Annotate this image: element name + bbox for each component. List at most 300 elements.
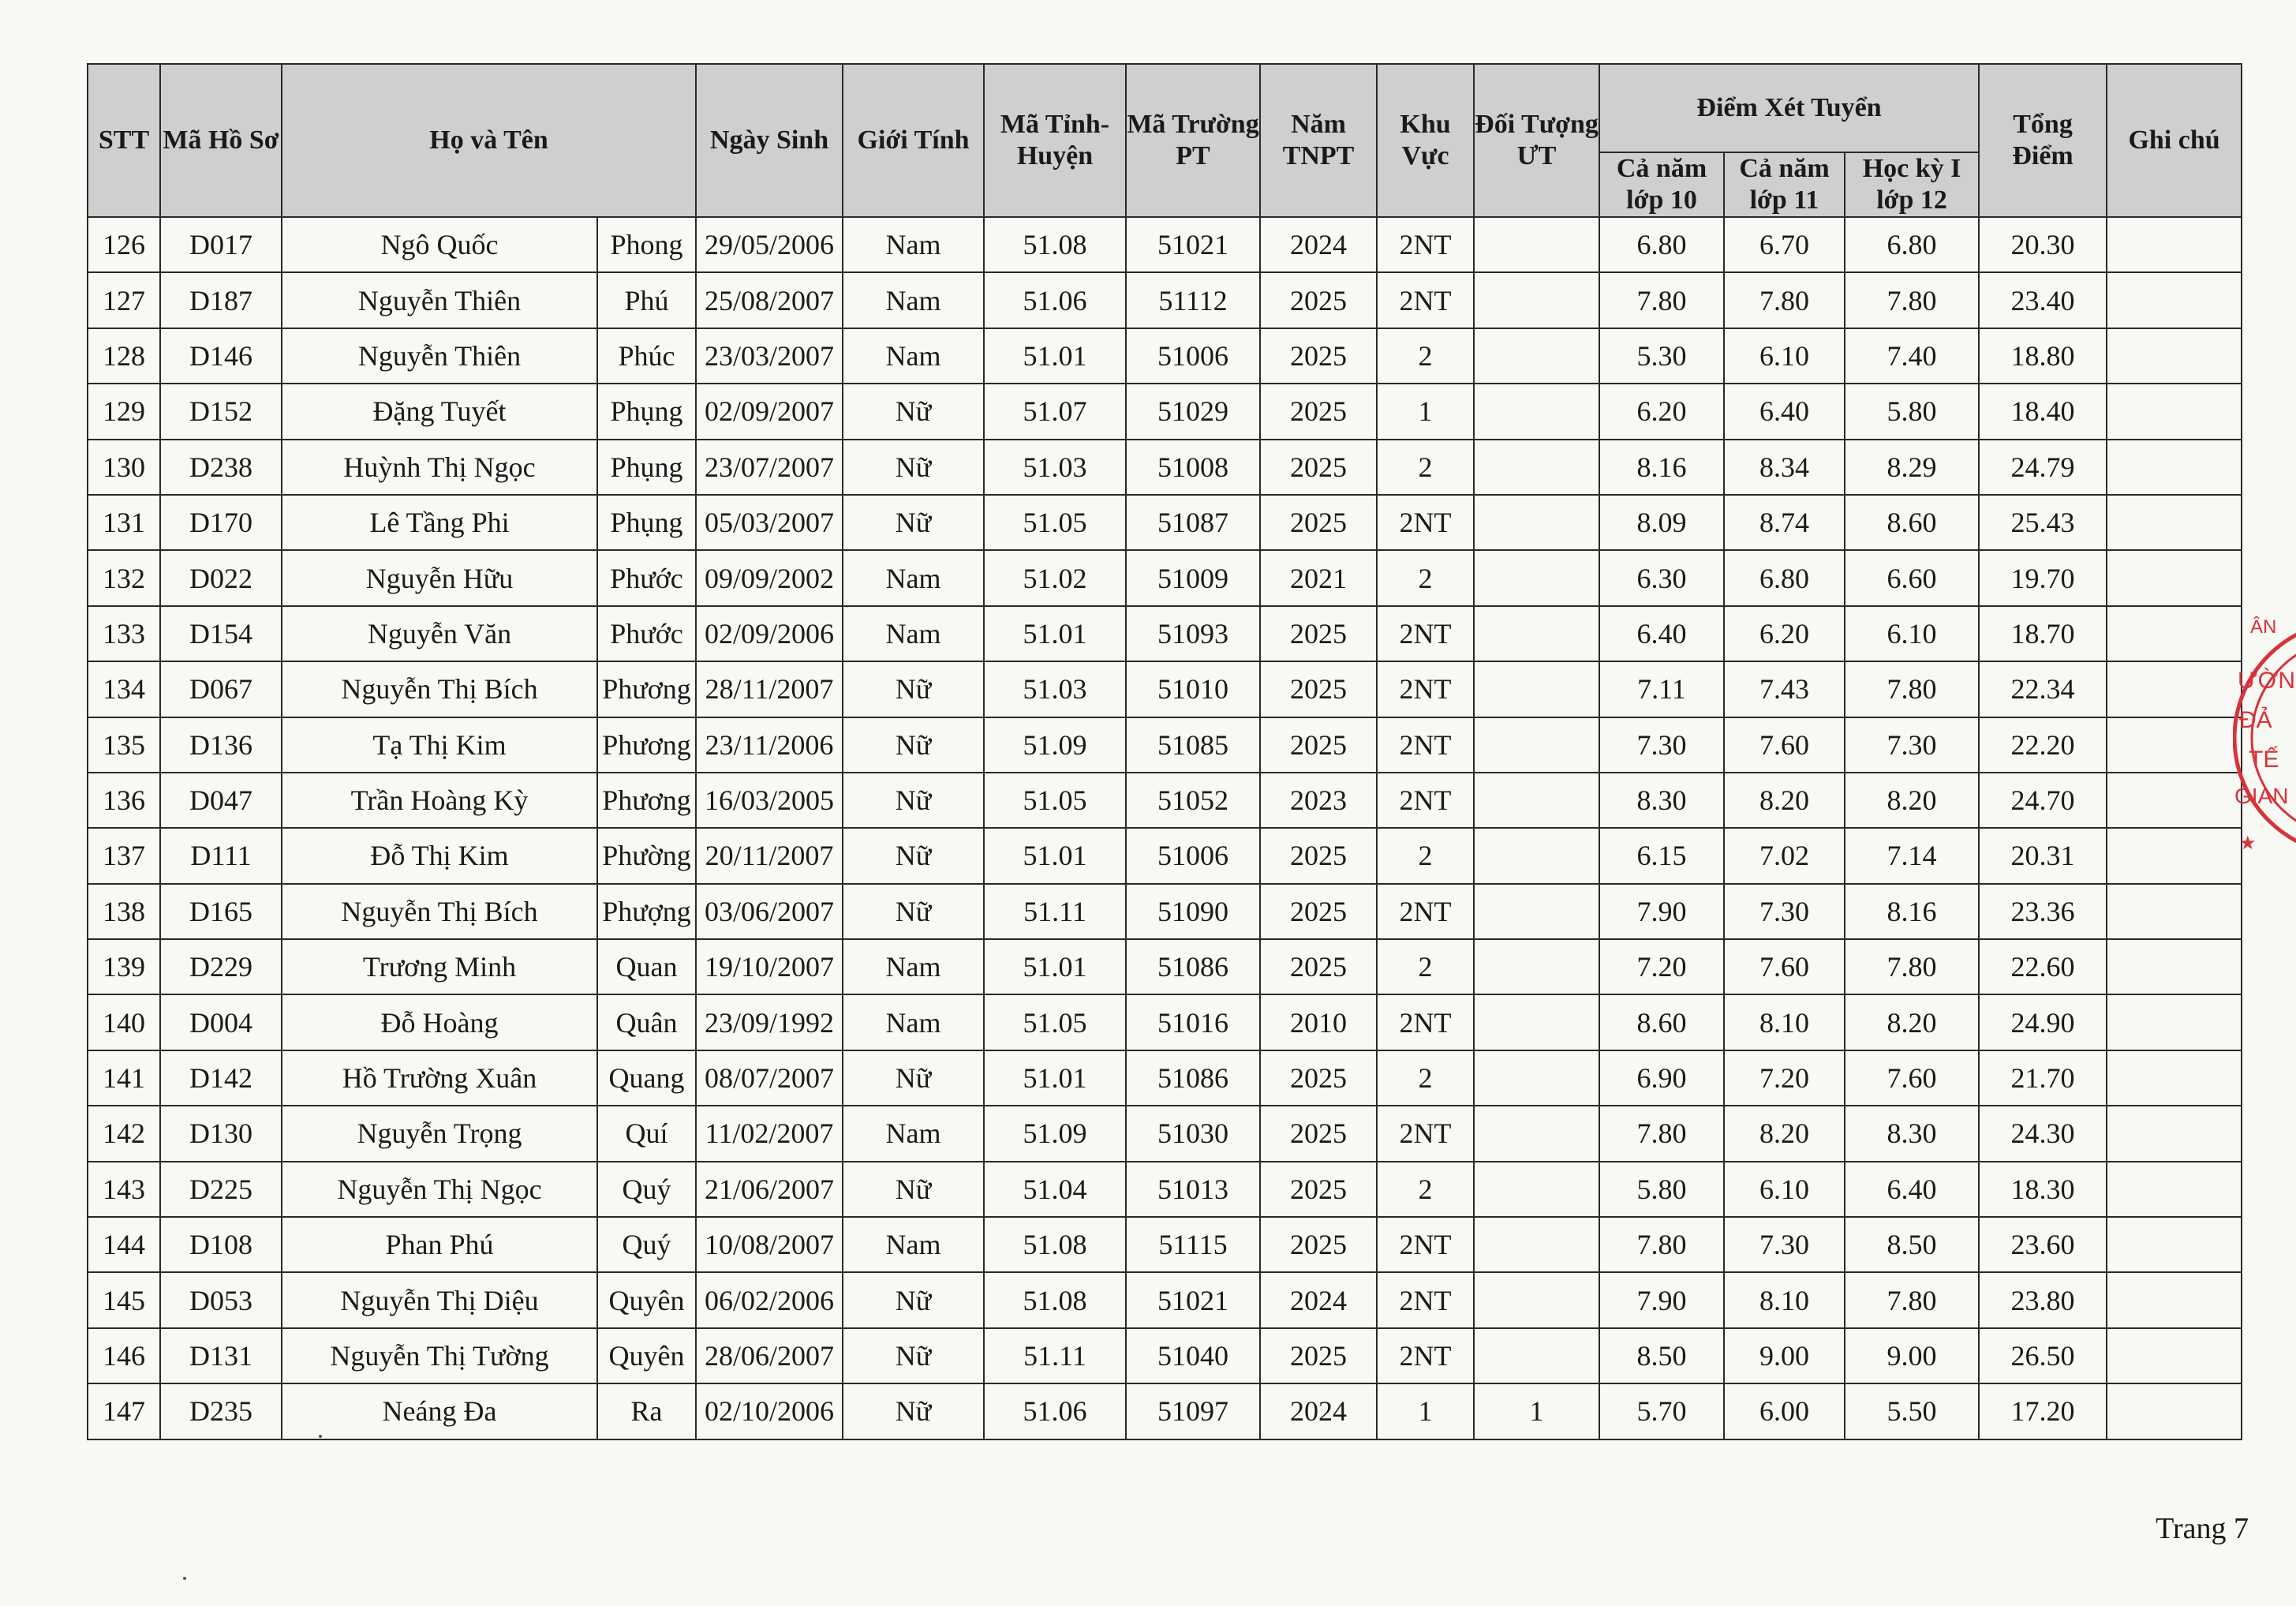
cell-ma-truong-pt: 51090 <box>1126 884 1260 939</box>
cell-ca-nam-lop-10: 5.80 <box>1599 1162 1724 1217</box>
cell-tong-diem: 20.30 <box>1979 217 2107 272</box>
cell-tong-diem: 19.70 <box>1979 550 2107 605</box>
cell-tong-diem: 18.70 <box>1979 606 2107 661</box>
cell-ngay-sinh: 19/10/2007 <box>696 939 843 994</box>
cell-khu-vuc: 2 <box>1377 1050 1474 1106</box>
cell-ca-nam-lop-10: 8.16 <box>1599 440 1724 495</box>
cell-gioi-tinh: Nam <box>843 328 984 384</box>
cell-ho: Neáng Đa <box>282 1383 597 1439</box>
table-row <box>88 994 2242 1050</box>
cell-doi-tuong-ut <box>1474 384 1599 439</box>
cell-ma-truong-pt: 51010 <box>1126 661 1260 717</box>
cell-ma-truong-pt: 51013 <box>1126 1162 1260 1217</box>
table-row <box>88 1217 2242 1272</box>
cell-ca-nam-lop-11: 6.20 <box>1724 606 1845 661</box>
table-row <box>88 1106 2242 1161</box>
cell-doi-tuong-ut <box>1474 440 1599 495</box>
cell-ma-truong-pt: 51006 <box>1126 828 1260 883</box>
cell-tong-diem: 24.79 <box>1979 440 2107 495</box>
cell-ma-tinh-huyen: 51.08 <box>984 217 1126 272</box>
cell-nam-tnpt: 2025 <box>1260 661 1377 717</box>
cell-tong-diem: 23.60 <box>1979 1217 2107 1272</box>
cell-ghi-chu <box>2107 440 2242 495</box>
cell-ho: Lê Tầng Phi <box>282 495 597 550</box>
cell-ten: Phú <box>597 272 696 328</box>
cell-ca-nam-lop-11: 8.20 <box>1724 1106 1845 1161</box>
cell-ngay-sinh: 20/11/2007 <box>696 828 843 883</box>
cell-ma-tinh-huyen: 51.09 <box>984 1106 1126 1161</box>
header-ca-nam-lop-10: Cả năm lớp 10 <box>1599 152 1724 217</box>
cell-doi-tuong-ut <box>1474 272 1599 328</box>
cell-ho: Nguyễn Văn <box>282 606 597 661</box>
cell-ma-tinh-huyen: 51.05 <box>984 994 1126 1050</box>
cell-stt: 134 <box>88 661 160 717</box>
cell-nam-tnpt: 2025 <box>1260 440 1377 495</box>
header-stt: STT <box>88 64 160 217</box>
cell-stt: 132 <box>88 550 160 605</box>
cell-hoc-ky-1-lop-12: 6.80 <box>1845 217 1979 272</box>
cell-stt: 137 <box>88 828 160 883</box>
cell-stt: 143 <box>88 1162 160 1217</box>
cell-ca-nam-lop-10: 7.90 <box>1599 1272 1724 1327</box>
cell-ghi-chu <box>2107 272 2242 328</box>
cell-hoc-ky-1-lop-12: 7.80 <box>1845 939 1979 994</box>
seal-text-5: GIAN <box>2234 784 2289 808</box>
cell-doi-tuong-ut <box>1474 939 1599 994</box>
cell-ho: Nguyễn Thị Bích <box>282 661 597 717</box>
cell-ma-tinh-huyen: 51.01 <box>984 939 1126 994</box>
cell-ma-ho-so: D130 <box>160 1106 282 1161</box>
cell-ca-nam-lop-10: 8.60 <box>1599 994 1724 1050</box>
cell-doi-tuong-ut <box>1474 884 1599 939</box>
red-seal-stamp <box>2233 600 2296 876</box>
cell-ma-tinh-huyen: 51.05 <box>984 773 1126 828</box>
cell-ho: Nguyễn Thị Diệu <box>282 1272 597 1327</box>
seal-icon <box>2233 600 2296 876</box>
cell-ho: Trần Hoàng Kỳ <box>282 773 597 828</box>
cell-ma-ho-so: D108 <box>160 1217 282 1272</box>
table-row <box>88 495 2242 550</box>
cell-khu-vuc: 2NT <box>1377 606 1474 661</box>
cell-ghi-chu <box>2107 828 2242 883</box>
cell-stt: 140 <box>88 994 160 1050</box>
cell-ca-nam-lop-11: 7.30 <box>1724 884 1845 939</box>
cell-ca-nam-lop-10: 6.15 <box>1599 828 1724 883</box>
cell-ghi-chu <box>2107 1162 2242 1217</box>
cell-ma-truong-pt: 51021 <box>1126 1272 1260 1327</box>
cell-gioi-tinh: Nam <box>843 550 984 605</box>
cell-khu-vuc: 2NT <box>1377 717 1474 773</box>
cell-ngay-sinh: 02/09/2006 <box>696 606 843 661</box>
seal-text-3: ĐẢ <box>2239 707 2272 733</box>
cell-ma-tinh-huyen: 51.07 <box>984 384 1126 439</box>
cell-hoc-ky-1-lop-12: 8.20 <box>1845 773 1979 828</box>
table-row <box>88 1383 2242 1439</box>
cell-gioi-tinh: Nữ <box>843 1162 984 1217</box>
cell-ma-ho-so: D004 <box>160 994 282 1050</box>
cell-hoc-ky-1-lop-12: 8.29 <box>1845 440 1979 495</box>
cell-ma-truong-pt: 51029 <box>1126 384 1260 439</box>
cell-stt: 136 <box>88 773 160 828</box>
cell-ho: Nguyễn Hữu <box>282 550 597 605</box>
cell-ma-tinh-huyen: 51.11 <box>984 884 1126 939</box>
cell-nam-tnpt: 2025 <box>1260 1106 1377 1161</box>
cell-gioi-tinh: Nam <box>843 217 984 272</box>
cell-ca-nam-lop-10: 8.50 <box>1599 1328 1724 1383</box>
cell-ma-ho-so: D170 <box>160 495 282 550</box>
cell-ma-ho-so: D136 <box>160 717 282 773</box>
cell-gioi-tinh: Nam <box>843 606 984 661</box>
cell-doi-tuong-ut <box>1474 495 1599 550</box>
cell-gioi-tinh: Nam <box>843 1217 984 1272</box>
cell-ho: Nguyễn Thiên <box>282 272 597 328</box>
cell-ca-nam-lop-10: 6.80 <box>1599 217 1724 272</box>
cell-tong-diem: 22.34 <box>1979 661 2107 717</box>
cell-ca-nam-lop-10: 8.30 <box>1599 773 1724 828</box>
cell-ma-truong-pt: 51085 <box>1126 717 1260 773</box>
cell-ma-truong-pt: 51016 <box>1126 994 1260 1050</box>
cell-khu-vuc: 2 <box>1377 828 1474 883</box>
cell-ho: Ngô Quốc <box>282 217 597 272</box>
cell-ho: Đỗ Hoàng <box>282 994 597 1050</box>
header-ho-va-ten: Họ và Tên <box>282 64 696 217</box>
table-row <box>88 884 2242 939</box>
table-header <box>88 64 2242 217</box>
cell-ma-tinh-huyen: 51.05 <box>984 495 1126 550</box>
cell-nam-tnpt: 2025 <box>1260 939 1377 994</box>
header-ma-truong-pt: Mã Trường PT <box>1126 64 1260 217</box>
cell-gioi-tinh: Nữ <box>843 384 984 439</box>
cell-ca-nam-lop-10: 7.80 <box>1599 1217 1724 1272</box>
page-number: Trang 7 <box>2156 1512 2249 1545</box>
cell-hoc-ky-1-lop-12: 5.50 <box>1845 1383 1979 1439</box>
admission-score-table <box>87 63 2242 1440</box>
cell-ma-ho-so: D238 <box>160 440 282 495</box>
cell-ma-truong-pt: 51030 <box>1126 1106 1260 1161</box>
cell-khu-vuc: 2NT <box>1377 884 1474 939</box>
header-diem-xet-tuyen: Điểm Xét Tuyển <box>1599 64 1979 152</box>
cell-stt: 145 <box>88 1272 160 1327</box>
cell-ca-nam-lop-10: 7.90 <box>1599 884 1724 939</box>
cell-doi-tuong-ut <box>1474 994 1599 1050</box>
cell-ma-ho-so: D229 <box>160 939 282 994</box>
cell-ngay-sinh: 25/08/2007 <box>696 272 843 328</box>
cell-ngay-sinh: 23/03/2007 <box>696 328 843 384</box>
cell-gioi-tinh: Nữ <box>843 828 984 883</box>
cell-tong-diem: 22.20 <box>1979 717 2107 773</box>
cell-nam-tnpt: 2024 <box>1260 1383 1377 1439</box>
cell-doi-tuong-ut <box>1474 717 1599 773</box>
cell-ma-ho-so: D017 <box>160 217 282 272</box>
cell-ghi-chu <box>2107 1050 2242 1106</box>
cell-ho: Nguyễn Thị Bích <box>282 884 597 939</box>
cell-tong-diem: 25.43 <box>1979 495 2107 550</box>
cell-ma-truong-pt: 51021 <box>1126 217 1260 272</box>
cell-ten: Quan <box>597 939 696 994</box>
cell-khu-vuc: 2 <box>1377 550 1474 605</box>
cell-stt: 144 <box>88 1217 160 1272</box>
cell-stt: 147 <box>88 1383 160 1439</box>
cell-tong-diem: 18.30 <box>1979 1162 2107 1217</box>
header-hoc-ky-1-lop-12: Học kỳ I lớp 12 <box>1845 152 1979 217</box>
cell-nam-tnpt: 2024 <box>1260 1272 1377 1327</box>
cell-nam-tnpt: 2025 <box>1260 1217 1377 1272</box>
cell-ma-truong-pt: 51086 <box>1126 1050 1260 1106</box>
cell-stt: 141 <box>88 1050 160 1106</box>
cell-ca-nam-lop-11: 7.30 <box>1724 1217 1845 1272</box>
cell-nam-tnpt: 2025 <box>1260 1050 1377 1106</box>
cell-stt: 135 <box>88 717 160 773</box>
cell-nam-tnpt: 2025 <box>1260 495 1377 550</box>
cell-ghi-chu <box>2107 717 2242 773</box>
cell-ghi-chu <box>2107 1217 2242 1272</box>
cell-ma-truong-pt: 51086 <box>1126 939 1260 994</box>
header-gioi-tinh: Giới Tính <box>843 64 984 217</box>
cell-ca-nam-lop-11: 9.00 <box>1724 1328 1845 1383</box>
cell-gioi-tinh: Nam <box>843 939 984 994</box>
cell-ghi-chu <box>2107 384 2242 439</box>
cell-hoc-ky-1-lop-12: 8.50 <box>1845 1217 1979 1272</box>
cell-gioi-tinh: Nam <box>843 1106 984 1161</box>
cell-ghi-chu <box>2107 1272 2242 1327</box>
cell-ngay-sinh: 23/07/2007 <box>696 440 843 495</box>
cell-ngay-sinh: 03/06/2007 <box>696 884 843 939</box>
scan-speck <box>319 1435 322 1438</box>
cell-ma-truong-pt: 51093 <box>1126 606 1260 661</box>
cell-tong-diem: 24.90 <box>1979 994 2107 1050</box>
cell-tong-diem: 23.40 <box>1979 272 2107 328</box>
cell-nam-tnpt: 2010 <box>1260 994 1377 1050</box>
cell-ma-ho-so: D022 <box>160 550 282 605</box>
table-row <box>88 272 2242 328</box>
cell-ca-nam-lop-11: 8.10 <box>1724 1272 1845 1327</box>
cell-gioi-tinh: Nữ <box>843 717 984 773</box>
cell-doi-tuong-ut <box>1474 1328 1599 1383</box>
cell-gioi-tinh: Nữ <box>843 440 984 495</box>
cell-ten: Ra <box>597 1383 696 1439</box>
cell-ca-nam-lop-11: 6.80 <box>1724 550 1845 605</box>
table-row <box>88 1162 2242 1217</box>
cell-ten: Quân <box>597 994 696 1050</box>
cell-ngay-sinh: 06/02/2006 <box>696 1272 843 1327</box>
cell-hoc-ky-1-lop-12: 5.80 <box>1845 384 1979 439</box>
cell-ten: Quý <box>597 1217 696 1272</box>
cell-hoc-ky-1-lop-12: 7.30 <box>1845 717 1979 773</box>
cell-tong-diem: 23.80 <box>1979 1272 2107 1327</box>
cell-khu-vuc: 2NT <box>1377 1106 1474 1161</box>
cell-nam-tnpt: 2025 <box>1260 717 1377 773</box>
cell-ma-tinh-huyen: 51.04 <box>984 1162 1126 1217</box>
cell-ngay-sinh: 29/05/2006 <box>696 217 843 272</box>
cell-tong-diem: 26.50 <box>1979 1328 2107 1383</box>
cell-ghi-chu <box>2107 994 2242 1050</box>
cell-ca-nam-lop-10: 7.80 <box>1599 1106 1724 1161</box>
cell-stt: 138 <box>88 884 160 939</box>
cell-ma-tinh-huyen: 51.06 <box>984 272 1126 328</box>
cell-ho: Nguyễn Thị Ngọc <box>282 1162 597 1217</box>
header-tong-diem: Tổng Điểm <box>1979 64 2107 217</box>
cell-doi-tuong-ut <box>1474 661 1599 717</box>
table-row <box>88 328 2242 384</box>
cell-doi-tuong-ut <box>1474 328 1599 384</box>
cell-ca-nam-lop-11: 6.10 <box>1724 328 1845 384</box>
cell-ten: Phong <box>597 217 696 272</box>
cell-hoc-ky-1-lop-12: 7.80 <box>1845 661 1979 717</box>
cell-gioi-tinh: Nữ <box>843 661 984 717</box>
cell-ho: Trương Minh <box>282 939 597 994</box>
cell-ma-ho-so: D053 <box>160 1272 282 1327</box>
header-khu-vuc: Khu Vực <box>1377 64 1474 217</box>
cell-ngay-sinh: 16/03/2005 <box>696 773 843 828</box>
cell-doi-tuong-ut <box>1474 550 1599 605</box>
cell-doi-tuong-ut <box>1474 1106 1599 1161</box>
cell-khu-vuc: 1 <box>1377 1383 1474 1439</box>
cell-ma-ho-so: D131 <box>160 1328 282 1383</box>
cell-ma-tinh-huyen: 51.01 <box>984 828 1126 883</box>
cell-ten: Quí <box>597 1106 696 1161</box>
table-row <box>88 550 2242 605</box>
cell-ma-truong-pt: 51040 <box>1126 1328 1260 1383</box>
cell-tong-diem: 23.36 <box>1979 884 2107 939</box>
cell-ca-nam-lop-11: 7.43 <box>1724 661 1845 717</box>
cell-ghi-chu <box>2107 884 2242 939</box>
cell-ca-nam-lop-11: 7.80 <box>1724 272 1845 328</box>
cell-ghi-chu <box>2107 217 2242 272</box>
cell-khu-vuc: 2NT <box>1377 994 1474 1050</box>
cell-ma-truong-pt: 51087 <box>1126 495 1260 550</box>
cell-ma-ho-so: D146 <box>160 328 282 384</box>
table-row <box>88 717 2242 773</box>
cell-ngay-sinh: 09/09/2002 <box>696 550 843 605</box>
cell-ma-tinh-huyen: 51.08 <box>984 1272 1126 1327</box>
cell-khu-vuc: 2NT <box>1377 272 1474 328</box>
cell-stt: 127 <box>88 272 160 328</box>
header-ghi-chu: Ghi chú <box>2107 64 2242 217</box>
cell-ma-truong-pt: 51112 <box>1126 272 1260 328</box>
cell-ho: Hồ Trường Xuân <box>282 1050 597 1106</box>
cell-khu-vuc: 1 <box>1377 384 1474 439</box>
cell-ten: Quang <box>597 1050 696 1106</box>
cell-gioi-tinh: Nữ <box>843 884 984 939</box>
cell-ca-nam-lop-11: 8.20 <box>1724 773 1845 828</box>
cell-stt: 133 <box>88 606 160 661</box>
cell-ca-nam-lop-10: 6.90 <box>1599 1050 1724 1106</box>
cell-ho: Huỳnh Thị Ngọc <box>282 440 597 495</box>
cell-tong-diem: 18.80 <box>1979 328 2107 384</box>
cell-hoc-ky-1-lop-12: 9.00 <box>1845 1328 1979 1383</box>
cell-ma-tinh-huyen: 51.01 <box>984 328 1126 384</box>
cell-ten: Phước <box>597 606 696 661</box>
cell-ten: Phụng <box>597 384 696 439</box>
seal-text-2: ƯỜN <box>2238 668 2296 694</box>
cell-ca-nam-lop-11: 7.60 <box>1724 939 1845 994</box>
cell-ma-ho-so: D154 <box>160 606 282 661</box>
scan-speck <box>183 1577 186 1580</box>
cell-doi-tuong-ut <box>1474 828 1599 883</box>
cell-ten: Phương <box>597 661 696 717</box>
cell-tong-diem: 22.60 <box>1979 939 2107 994</box>
cell-nam-tnpt: 2025 <box>1260 1162 1377 1217</box>
cell-ten: Phương <box>597 773 696 828</box>
cell-doi-tuong-ut: 1 <box>1474 1383 1599 1439</box>
table-row <box>88 440 2242 495</box>
cell-khu-vuc: 2 <box>1377 328 1474 384</box>
cell-ten: Quyên <box>597 1328 696 1383</box>
cell-ghi-chu <box>2107 328 2242 384</box>
cell-ngay-sinh: 11/02/2007 <box>696 1106 843 1161</box>
cell-ma-tinh-huyen: 51.08 <box>984 1217 1126 1272</box>
table-row <box>88 1050 2242 1106</box>
cell-ghi-chu <box>2107 550 2242 605</box>
seal-text-6: ★ <box>2239 833 2257 854</box>
cell-doi-tuong-ut <box>1474 773 1599 828</box>
header-ca-nam-lop-11: Cả năm lớp 11 <box>1724 152 1845 217</box>
seal-text-4: TẾ <box>2249 747 2279 773</box>
cell-stt: 129 <box>88 384 160 439</box>
cell-ma-ho-so: D047 <box>160 773 282 828</box>
cell-hoc-ky-1-lop-12: 6.60 <box>1845 550 1979 605</box>
cell-ngay-sinh: 23/11/2006 <box>696 717 843 773</box>
cell-hoc-ky-1-lop-12: 8.30 <box>1845 1106 1979 1161</box>
cell-hoc-ky-1-lop-12: 8.16 <box>1845 884 1979 939</box>
cell-hoc-ky-1-lop-12: 7.14 <box>1845 828 1979 883</box>
cell-ma-tinh-huyen: 51.02 <box>984 550 1126 605</box>
cell-khu-vuc: 2NT <box>1377 495 1474 550</box>
cell-khu-vuc: 2 <box>1377 939 1474 994</box>
cell-hoc-ky-1-lop-12: 8.60 <box>1845 495 1979 550</box>
cell-stt: 128 <box>88 328 160 384</box>
cell-nam-tnpt: 2025 <box>1260 884 1377 939</box>
cell-gioi-tinh: Nữ <box>843 1328 984 1383</box>
cell-nam-tnpt: 2025 <box>1260 328 1377 384</box>
cell-gioi-tinh: Nam <box>843 994 984 1050</box>
cell-ma-truong-pt: 51009 <box>1126 550 1260 605</box>
cell-ma-truong-pt: 51006 <box>1126 328 1260 384</box>
cell-ca-nam-lop-11: 6.70 <box>1724 217 1845 272</box>
header-ngay-sinh: Ngày Sinh <box>696 64 843 217</box>
cell-ho: Nguyễn Thiên <box>282 328 597 384</box>
cell-hoc-ky-1-lop-12: 7.80 <box>1845 272 1979 328</box>
cell-tong-diem: 18.40 <box>1979 384 2107 439</box>
cell-ma-ho-so: D152 <box>160 384 282 439</box>
cell-hoc-ky-1-lop-12: 7.60 <box>1845 1050 1979 1106</box>
cell-khu-vuc: 2NT <box>1377 661 1474 717</box>
cell-ghi-chu <box>2107 1328 2242 1383</box>
cell-ten: Phúc <box>597 328 696 384</box>
cell-ma-truong-pt: 51008 <box>1126 440 1260 495</box>
cell-ca-nam-lop-10: 7.11 <box>1599 661 1724 717</box>
cell-tong-diem: 17.20 <box>1979 1383 2107 1439</box>
cell-ma-tinh-huyen: 51.01 <box>984 606 1126 661</box>
cell-ten: Phường <box>597 828 696 883</box>
cell-gioi-tinh: Nữ <box>843 1050 984 1106</box>
cell-ma-ho-so: D142 <box>160 1050 282 1106</box>
cell-ca-nam-lop-10: 7.30 <box>1599 717 1724 773</box>
cell-ma-truong-pt: 51052 <box>1126 773 1260 828</box>
cell-hoc-ky-1-lop-12: 8.20 <box>1845 994 1979 1050</box>
cell-ma-tinh-huyen: 51.06 <box>984 1383 1126 1439</box>
cell-nam-tnpt: 2025 <box>1260 1328 1377 1383</box>
cell-ngay-sinh: 28/06/2007 <box>696 1328 843 1383</box>
cell-doi-tuong-ut <box>1474 1272 1599 1327</box>
cell-ca-nam-lop-11: 7.60 <box>1724 717 1845 773</box>
cell-tong-diem: 21.70 <box>1979 1050 2107 1106</box>
table-row <box>88 661 2242 717</box>
cell-gioi-tinh: Nữ <box>843 1272 984 1327</box>
cell-ten: Quyên <box>597 1272 696 1327</box>
cell-ma-truong-pt: 51115 <box>1126 1217 1260 1272</box>
cell-doi-tuong-ut <box>1474 217 1599 272</box>
